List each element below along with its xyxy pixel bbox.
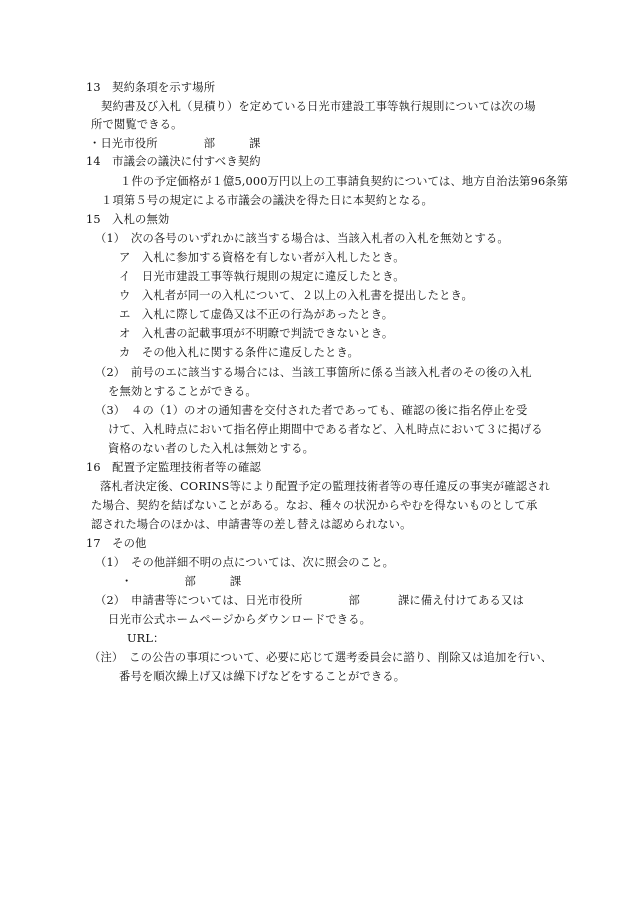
section-14-body-line-1: １件の予定価格が１億5,000万円以上の工事請負契約については、地方自治法第96条第: [120, 175, 569, 188]
section-15-paragraph-2-line-1: （2） 前号のエに該当する場合には、当該工事箇所に係る当該入札者のその後の入札: [95, 366, 532, 379]
section-16-heading: 16 配置予定監理技術者等の確認: [86, 461, 261, 474]
url-label: URL：: [127, 632, 165, 645]
section-13-body-line-2: 所で閲覧できる。: [91, 118, 183, 131]
section-17-heading: 17 その他: [86, 537, 147, 550]
section-16-body-line-1: 落札者決定後、CORINS等により配置予定の監理技術者等の専任違反の事実が確認され: [100, 480, 551, 493]
section-15-paragraph-3-line-2: けて、入札時点において指名停止期間中である者など、入札時点において３に掲げる: [108, 423, 543, 436]
office-department-suffix: 部: [203, 137, 216, 150]
section-15-paragraph-3-line-1: （3） ４の（1）のオの通知書を交付された者であっても、確認の後に指名停止を受: [95, 404, 528, 417]
section-13-office-line: [89, 136, 261, 152]
section-15-item-i: イ 日光市建設工事等執行規則の規定に違反したとき。: [119, 270, 405, 283]
section-14-body-line-2: １項第５号の規定による市議会の議決を得た日に本契約となる。: [101, 194, 433, 207]
section-15-item-o: オ 入札書の記載事項が不明瞭で判読できないとき。: [119, 327, 394, 340]
section-16-body-line-3: 認された場合のほかは、申請書等の差し替えは認められない。: [91, 518, 412, 531]
paragraph-2-suffix: 課に備え付けてある又は: [397, 594, 524, 607]
note-line-2: 番号を順次繰上げ又は繰下げなどをすることができる。: [119, 670, 406, 683]
section-15-item-a: ア 入札に参加する資格を有しない者が入札したとき。: [119, 251, 405, 264]
note-line-1: （注） この公告の事項について、必要に応じて選考委員会に諮り、削除又は追加を行い、: [89, 651, 553, 664]
section-17-paragraph-2-line-1: [95, 593, 524, 609]
section-15-item-u: ウ 入札者が同一の入札について、２以上の入札書を提出したとき。: [119, 289, 473, 302]
section-17-contact-line: [121, 574, 241, 590]
office-division-suffix: 課: [249, 137, 261, 150]
section-14-heading: 14 市議会の議決に付すべき契約: [86, 155, 261, 168]
section-15-paragraph-3-line-3: 資格のない者のした入札は無効とする。: [108, 442, 315, 455]
contact-bullet: ・: [121, 575, 133, 588]
section-15-heading: 15 入札の無効: [86, 213, 170, 226]
section-15-paragraph-1: （1） 次の各号のいずれかに該当する場合は、当該入札者の入札を無効とする。: [95, 232, 509, 245]
contact-department-suffix: 部: [184, 575, 196, 588]
paragraph-2-prefix: （2） 申請書等については、日光市役所: [95, 594, 303, 607]
section-17-paragraph-1: （1） その他詳細不明の点については、次に照会のこと。: [95, 556, 395, 569]
section-17-paragraph-2-line-2: 日光市公式ホームページからダウンロードできる。: [108, 613, 372, 626]
section-13-body-line-1: 契約書及び入札（見積り）を定めている日光市建設工事等執行規則については次の場: [101, 100, 536, 113]
section-13-heading: 13 契約条項を示す場所: [86, 81, 216, 94]
contact-division-suffix: 課: [229, 575, 242, 588]
paragraph-2-department-suffix: 部: [348, 594, 360, 607]
section-15-item-e: エ 入札に際して虚偽又は不正の行為があったとき。: [119, 308, 394, 321]
section-15-item-ka: カ その他入札に関する条件に違反したとき。: [119, 346, 359, 359]
office-name: ・日光市役所: [89, 137, 158, 150]
section-15-paragraph-2-line-2: を無効とすることができる。: [108, 385, 257, 398]
section-16-body-line-2: た場合、契約を結ばないことがある。なお、種々の状況からやむを得ないものとして承: [91, 499, 538, 512]
